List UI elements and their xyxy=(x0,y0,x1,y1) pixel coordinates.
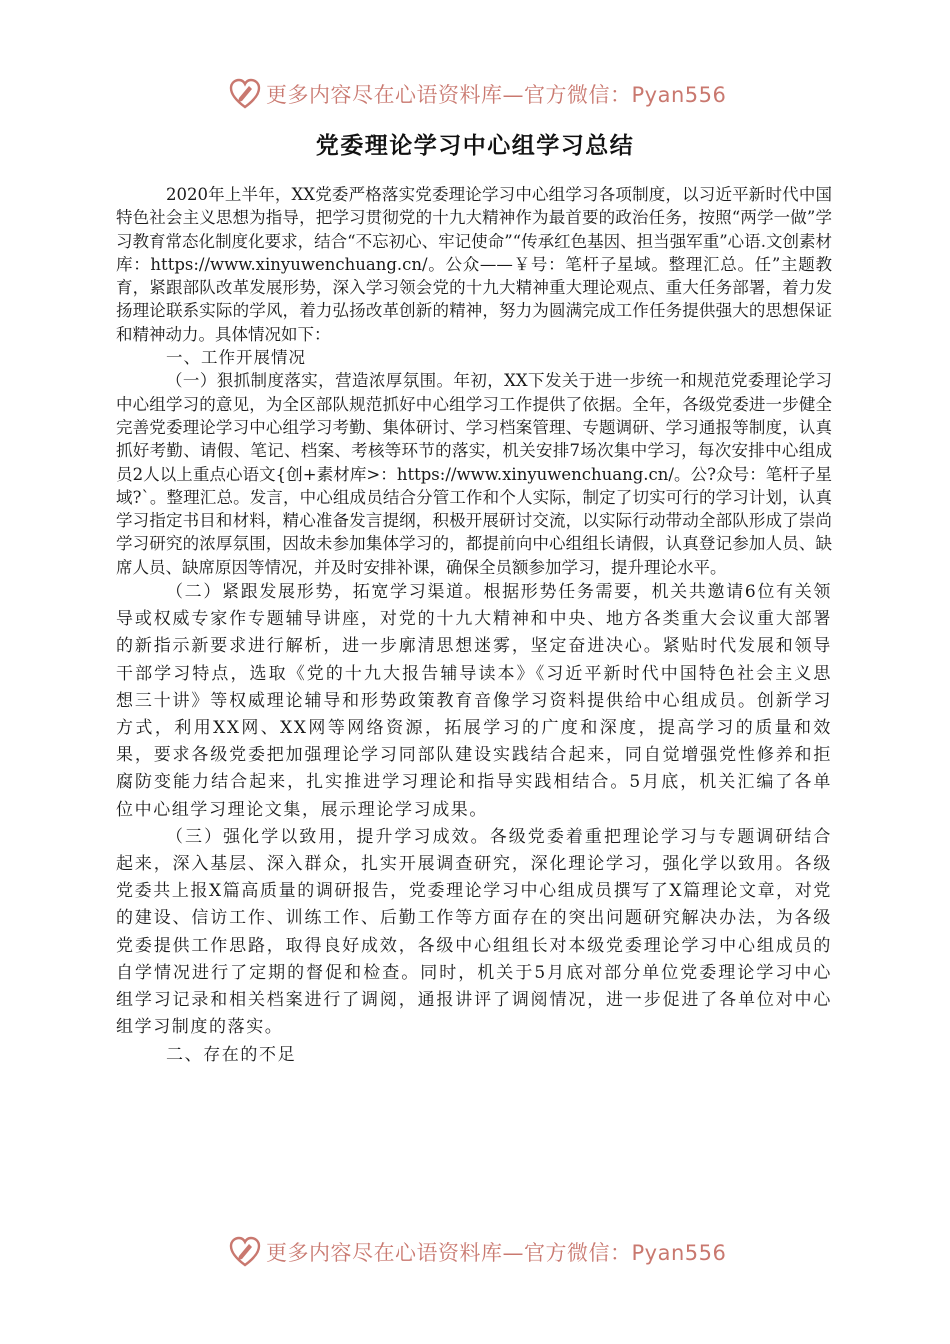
document-title: 党委理论学习中心组学习总结 xyxy=(315,133,635,159)
header-watermark-banner xyxy=(0,74,950,114)
heart-pen-icon xyxy=(228,77,262,111)
section-heading-shortcomings: 二、存在的不足 xyxy=(166,1044,297,1065)
paragraph-system-implementation: （一）狠抓制度落实，营造浓厚氛围。年初，XX下发关于进一步统一和规范党委理论学习中心组学习的意见，为全区部队规范抓好中心组学习工作提供了依据。全年，各级党委进一步健全完善党委理论学习中心组学习考勤、集体研讨、学习档案管理、专题调研、学习通报等制度，认真抓好考勤、请假、笔记、档案、考核等环节的落实，机关安排7场次集中学习，每次安排中心组成员2人以上重点心语文{创+素材库>：https://www.xinyuwenchuang.cn/。公?众号：笔杆子星域?`。整理汇总。发言，中心组成员结合分管工作和个人实际，制定了切实可行的学习计划，认真学习指定书目和材料，精心准备发言提纲，积极开展研讨交流，以实际行动带动全部队形成了崇尚学习研究的浓厚氛围，因故未参加集体学习的，都提前向中心组组长请假，认真登记参加人员、缺席人员、缺席原因等情况，并及时安排补课，确保全员额参加学习，提升理论水平。 xyxy=(116,371,832,577)
paragraph-learning-effect: （三）强化学以致用，提升学习成效。各级党委着重把理论学习与专题调研结合起来，深入基层、深入群众，扎实开展调查研究，深化理论学习，强化学以致用。各级党委共上报X篇高质量的调研报告，党委理论学习中心组成员撰写了X篇理论文章，对党的建设、信访工作、训练工作、后勤工作等方面存在的突出问题研究解决办法，为各级党委提供工作思路，取得良好成效，各级中心组组长对本级党委理论学习中心组成员的自学情况进行了定期的督促和检查。同时，机关于5月底对部分单位党委理论学习中心组学习记录和相关档案进行了调阅，通报讲评了调阅情况，进一步促进了各单位对中心组学习制度的落实。 xyxy=(116,826,832,1038)
section-heading-work: 一、工作开展情况 xyxy=(166,348,306,368)
document-body xyxy=(116,183,832,1069)
banner-text: 更多内容尽在心语资料库—官方微信：Pyan556 xyxy=(266,83,727,107)
heart-pen-icon xyxy=(228,1235,262,1269)
paragraph-learning-channels: （二）紧跟发展形势，拓宽学习渠道。根据形势任务需要，机关共邀请6位有关领导或权威专家作专题辅导讲座，对党的十九大精神和中央、地方各类重大会议重大部署的新指示新要求进行解析，进一步廓清思想迷雾，坚定奋进决心。紧贴时代发展和领导干部学习特点，选取《党的十九大报告辅导读本》《习近平新时代中国特色社会主义思想三十讲》等权威理论辅导和形势政策教育音像学习资料提供给中心组成员。创新学习方式，利用XX网、XX网等网络资源，拓展学习的广度和深度，提高学习的质量和效果，要求各级党委把加强理论学习同部队建设实践结合起来，同自觉增强党性修养和拒腐防变能力结合起来，扎实推进学习理论和指导实践相结合。5月底，机关汇编了各单位中心组学习理论文集，展示理论学习成果。 xyxy=(116,582,832,820)
banner-text: 更多内容尽在心语资料库—官方微信：Pyan556 xyxy=(266,1241,727,1265)
intro-paragraph: 2020年上半年，XX党委严格落实党委理论学习中心组学习各项制度，以习近平新时代中国特色社会主义思想为指导，把学习贯彻党的十九大精神作为最首要的政治任务，按照“两学一做”学习教育常态化制度化要求，结合“不忘初心、牢记使命”“传承红色基因、担当强军重”心语.文创素材库：https://www.xinyuwenchuang.cn/。公众——￥号：笔杆子星域。整理汇总。任”主题教育，紧跟部队改革发展形势，深入学习领会党的十九大精神重大理论观点、重大任务部署，着力发扬理论联系实际的学风，着力弘扬改革创新的精神，努力为圆满完成工作任务提供强大的思想保证和精神动力。具体情况如下： xyxy=(116,185,832,344)
footer-watermark-banner xyxy=(0,1232,950,1272)
